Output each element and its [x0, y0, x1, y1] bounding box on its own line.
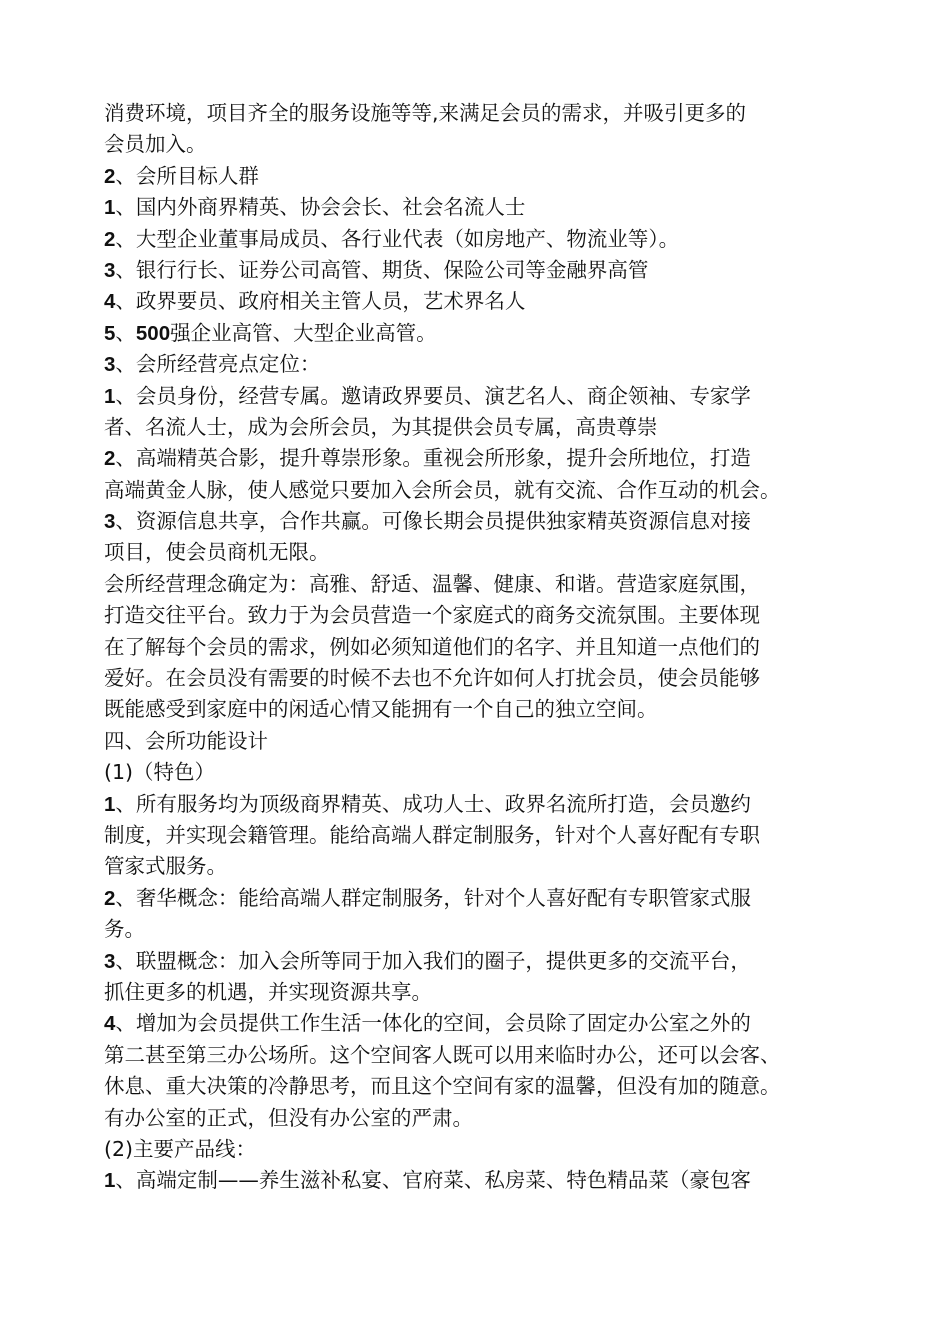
- list-item: 5、500强企业高管、大型企业高管。: [104, 320, 437, 345]
- paragraph-line: 务。: [104, 917, 145, 942]
- text-line-1: 消费环境，项目齐全的服务设施等等,来满足会员的需求，并吸引更多的: [104, 101, 747, 125]
- paragraph-line: 项目，使会员商机无限。: [104, 540, 330, 565]
- paragraph-line: 休息、重大决策的冷静思考，而且这个空间有家的温馨，但没有加的随意。: [104, 1074, 781, 1099]
- subheading-features: (1)（特色）: [104, 760, 216, 785]
- subheading-product-lines: (2)主要产品线：: [104, 1136, 257, 1161]
- paragraph-line: 3、联盟概念：加入会所等同于加入我们的圈子，提供更多的交流平台，: [104, 948, 751, 973]
- document-page: [104, 98, 884, 1197]
- section-heading-target-audience: 2、会所目标人群: [104, 163, 259, 188]
- list-item: 1、国内外商界精英、协会会长、社会名流人士: [104, 195, 526, 220]
- paragraph-line: 既能感受到家庭中的闲适心情又能拥有一个自己的独立空间。: [104, 697, 658, 722]
- paragraph-line: 1、所有服务均为顶级商界精英、成功人士、政界名流所打造，会员邀约: [104, 791, 751, 816]
- paragraph-line: 会所经营理念确定为：高雅、舒适、温馨、健康、和谐。营造家庭氛围，: [104, 571, 760, 596]
- paragraph-line: 制度，并实现会籍管理。能给高端人群定制服务，针对个人喜好配有专职: [104, 822, 760, 847]
- paragraph-line: 1、高端定制——养生滋补私宴、官府菜、私房菜、特色精品菜（豪包客: [104, 1168, 751, 1193]
- paragraph-line: 抓住更多的机遇，并实现资源共享。: [104, 979, 432, 1004]
- paragraph-line: 3、资源信息共享，合作共赢。可像长期会员提供独家精英资源信息对接: [104, 509, 751, 534]
- paragraph-line: 在了解每个会员的需求，例如必须知道他们的名字、并且知道一点他们的: [104, 634, 760, 659]
- list-item: 2、大型企业董事局成员、各行业代表（如房地产、物流业等）。: [104, 226, 680, 251]
- section-heading-highlights: 3、会所经营亮点定位：: [104, 352, 321, 377]
- section-heading-function-design: 四、会所功能设计: [104, 728, 268, 753]
- paragraph-line: 4、增加为会员提供工作生活一体化的空间，会员除了固定办公室之外的: [104, 1011, 751, 1036]
- list-item: 3、银行行长、证券公司高管、期货、保险公司等金融界高管: [104, 257, 649, 282]
- paragraph-line: 高端黄金人脉，使人感觉只要加入会所会员，就有交流、合作互动的机会。: [104, 477, 781, 502]
- paragraph-line: 爱好。在会员没有需要的时候不去也不允许如何人打扰会员，使会员能够: [104, 666, 760, 691]
- text-line-2: 会员加入。: [104, 132, 207, 157]
- paragraph-line: 1、会员身份，经营专属。邀请政界要员、演艺名人、商企领袖、专家学: [104, 383, 751, 408]
- list-item: 4、政界要员、政府相关主管人员，艺术界名人: [104, 289, 526, 314]
- paragraph-line: 2、奢华概念：能给高端人群定制服务，针对个人喜好配有专职管家式服: [104, 885, 751, 910]
- paragraph-line: 2、高端精英合影，提升尊崇形象。重视会所形象，提升会所地位，打造: [104, 446, 751, 471]
- paragraph-line: 者、名流人士，成为会所会员，为其提供会员专属，高贵尊崇: [104, 414, 658, 439]
- paragraph-line: 管家式服务。: [104, 854, 227, 879]
- paragraph-line: 打造交往平台。致力于为会员营造一个家庭式的商务交流氛围。主要体现: [104, 603, 760, 628]
- paragraph-line: 有办公室的正式，但没有办公室的严肃。: [104, 1105, 473, 1130]
- paragraph-line: 第二甚至第三办公场所。这个空间客人既可以用来临时办公，还可以会客、: [104, 1042, 781, 1067]
